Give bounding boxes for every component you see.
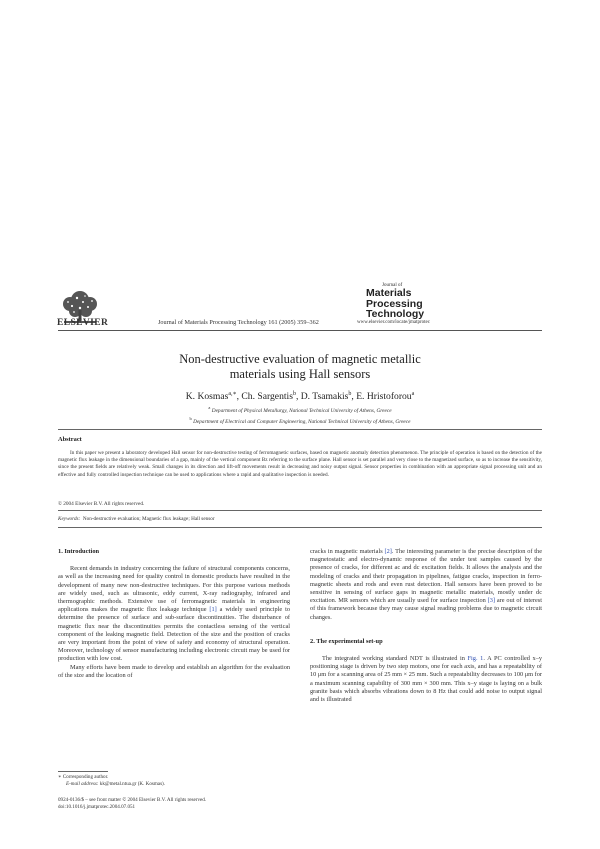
author-list: K. Kosmas$^{a,∗}$, Ch. Sargentis$^b$, D. Tsamakis$^b$, E. Hristoforou$^a$ <box>185 391 415 403</box>
article-title-line1: Non-destructive evaluation of magnetic metallic <box>179 352 421 366</box>
header-divider <box>58 330 542 331</box>
author-name: Ch. Sargentis <box>241 391 293 403</box>
front-matter-line: 0924-0136/$ – see front matter © 2004 Elsevier B.V. All rights reserved. <box>58 797 207 803</box>
doi-line[interactable]: doi:10.1016/j.jmatprotec.2004.07.051 <box>58 804 136 810</box>
affiliation-item: $^b$ Department of Electrical and Computer Engineering, National Technical University of Athens, Greece <box>189 416 411 425</box>
abstract-top-rule <box>58 429 542 430</box>
abstract-heading: Abstract <box>58 436 82 443</box>
paragraph: Recent demands in industry concerning the failure of structural components concerns, as well as the increasing need for quality control in domestic products have resulted in the development of many new non-destructive techniques. For this purpose various methods are widely used, such as ultrasonic, eddy current, X-ray radiography, infrared and thermographic methods. Extensive use of ferromagnetic materials in engineering applications makes the magnetic flux leakage technique [1] a widely used principle to determine the presence of surface and sub-surface discontinuities. The disturbance of magnetic flux near the discontinuities permits the contactless sensing of the vertical component of the leaking magnetic field. Detection of the size and the position of cracks are very important from the point of view of safety and economy of structural operation. Moreover, technology of sensor manufacturing including electronic circuit may be used for production with low cost. <box>58 565 291 663</box>
author-name: D. Tsamakis <box>300 391 349 403</box>
abstract-text: In this paper we present a laboratory developed Hall sensor for non-destructive testing of ferromagnetic surfaces, based on magnetic anomaly detection phenomenon. The principle of operation is based on the detection of the magnetic flux leakage in the dimensional boundaries of a gap, mainly of the vertical component Bz referring to the surface plane. Hall sensor is set parallel and very close to the magnetized surface, so as to increase the sensitivity, since the present fields are relatively weak. Small changes in its direction and lift-off movements result in decreasing and noisy output signal. Sensor properties in combination with an appropriate signal processing unit and an effective and fully controlled inspection technique can be used to applications where a rapid and qualitative inspection is needed. <box>58 450 542 478</box>
keywords-text: Non-destructive evaluation; Magnetic flux leakage; Hall sensor <box>82 516 215 522</box>
paragraph: The integrated working standard NDT is illustrated in Fig. 1. A PC controlled x–y positioning stage is driven by two step motors, one for each axis, and has a repeatability of 10 μm for a scanning area of 25 mm × 25 mm. Such a repeatability decreases to 100 μm for a maximum scanning capability of 300 mm × 300 mm. This x–y stage is laying on a bulk granite basis which absorbs vibrations down to 8 Hz that could add noise to output signal and is illustrated <box>310 655 542 704</box>
keywords-bottom-rule <box>58 527 542 528</box>
affiliation-item: $^a$ Department of Physical Metallurgy, National Technical University of Athens, Greece <box>208 405 392 414</box>
section-heading-experimental: 2. The experimental set-up <box>310 637 383 645</box>
citation-link[interactable]: [3] <box>487 597 495 605</box>
journal-small-label: Journal of <box>382 283 403 288</box>
journal-reference: Journal of Materials Processing Technology 161 (2005) 359–362 <box>158 319 319 326</box>
journal-url[interactable]: www.elsevier.com/locate/jmatprotec <box>357 320 430 325</box>
journal-title-line1: Materials <box>366 287 412 299</box>
paragraph: Many efforts have been made to develop and establish an algorithm for the evaluation of the size and the location of <box>58 663 290 679</box>
article-title <box>100 352 500 382</box>
left-column <box>58 548 290 680</box>
publisher-logo-text: ELSEVIER <box>57 318 109 328</box>
footnote-corresponding: ∗ Corresponding author. <box>58 774 109 780</box>
citation-link[interactable]: [1] <box>209 606 217 614</box>
affiliation-list <box>80 404 520 426</box>
article-title-line2: materials using Hall sensors <box>229 367 371 381</box>
keywords-label: Keywords: <box>58 516 81 522</box>
author-affiliation-mark: b <box>348 391 352 397</box>
author-name: E. Hristoforou <box>356 391 412 403</box>
abstract-copyright: © 2004 Elsevier B.V. All rights reserved. <box>58 501 145 507</box>
abstract-bottom-rule <box>58 510 542 511</box>
journal-title-logo <box>366 288 424 320</box>
journal-title-line2: Processing <box>366 297 423 310</box>
author-affiliation-mark: a,∗ <box>228 391 237 397</box>
footnote-rule <box>58 771 108 772</box>
citation-link[interactable]: [2] <box>384 548 392 555</box>
footnote-email: E-mail address: kk@metal.ntua.gr (K. Kosmas). <box>66 781 166 787</box>
author-affiliation-mark: a <box>411 391 415 397</box>
journal-title-line3: Technology <box>366 308 425 320</box>
paragraph: cracks in magnetic materials [2]. The interesting parameter is the precise description of the magnetostatic and electro-dynamic response of the under test samples caused by the presence of cracks, for different ac and dc excitation fields. It allows the analysis and the modeling of cracks and their propagation in pipelines, fatigue cracks, inspection in ferro-magnetic sheets and rods and even rust detection. Hall sensors have been proved to be sensitive in sensing of surface gaps in magnetic metallic materials, mostly under dc excitation. MR sensors which are usually used for surface inspection [3] are out of interest of this framework because they may cause signal reading problems due to magnetic circuit changes. <box>310 548 542 621</box>
figure-link[interactable]: Fig. 1 <box>467 655 484 663</box>
author-name: K. Kosmas <box>185 391 229 403</box>
keywords-line <box>58 516 215 522</box>
author-affiliation-mark: b <box>292 391 296 397</box>
right-column <box>310 548 542 704</box>
section-heading-introduction: 1. Introduction <box>58 548 100 555</box>
